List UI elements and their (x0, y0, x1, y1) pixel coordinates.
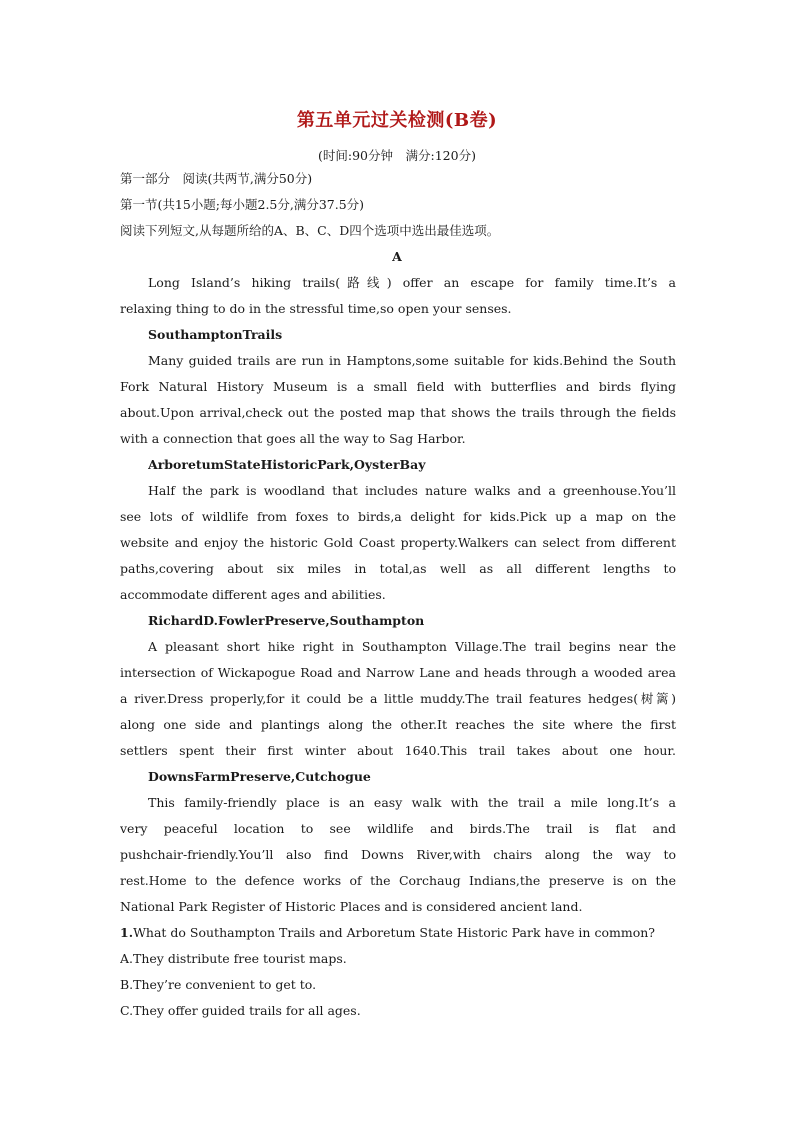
trail-line: with a connection that goes all the way to Sag Harbor. (120, 431, 466, 446)
trail-line: pushchair-friendly.You’ll also find Downs River,with chairs along the way to (120, 847, 676, 862)
trail-line: along one side and plantings along the other.It reaches the site where the first (120, 717, 676, 732)
trail-line: Half the park is woodland that includes nature walks and a greenhouse.You’ll (148, 483, 676, 498)
section-heading: 第一节(共15小题;每小题2.5分,满分37.5分) (120, 197, 365, 212)
trail-heading: RichardD.FowlerPreserve,Southampton (148, 613, 425, 628)
passage-label: A (392, 249, 402, 264)
trail-line: very peaceful location to see wildlife and birds.The trail is flat and (120, 821, 676, 836)
trail-line: A pleasant short hike right in Southampton Village.The trail begins near the (148, 639, 676, 654)
exam-title: 第五单元过关检测(B卷) (296, 110, 498, 131)
trail-line: about.Upon arrival,check out the posted map that shows the trails through the fields (120, 405, 676, 420)
instruction-text: 阅读下列短文,从每题所给的A、B、C、D四个选项中选出最佳选项。 (120, 223, 500, 238)
trail-heading: SouthamptonTrails (148, 327, 283, 342)
trail-line: National Park Register of Historic Places and is considered ancient land. (120, 899, 583, 914)
trail-heading: ArboretumStateHistoricPark,OysterBay (148, 457, 426, 472)
trail-line: website and enjoy the historic Gold Coast property.Walkers can select from different (120, 535, 676, 550)
trail-line: settlers spent their first winter about 1640.This trail takes about one hour. (120, 743, 676, 758)
trail-line: see lots of wildlife from foxes to birds,a delight for kids.Pick up a map on the (120, 509, 676, 524)
trail-line: intersection of Wickapogue Road and Narrow Lane and heads through a wooded area (120, 665, 676, 680)
part-heading: 第一部分 阅读(共两节,满分50分) (120, 171, 313, 186)
trail-line: accommodate different ages and abilities. (120, 587, 386, 602)
question-stem (120, 920, 676, 946)
trail-line: This family-friendly place is an easy walk with the trail a mile long.It’s a (148, 795, 676, 810)
intro-line: Long Island’s hiking trails(路线) offer an escape for family time.It’s a (148, 275, 676, 290)
option-a: A.They distribute free tourist maps. (120, 951, 347, 966)
trail-line: Fork Natural History Museum is a small field with butterflies and birds flying (120, 379, 676, 394)
trail-line: rest.Home to the defence works of the Corchaug Indians,the preserve is on the (120, 873, 676, 888)
option-b: B.They’re convenient to get to. (120, 977, 317, 992)
question-text: What do Southampton Trails and Arboretum State Historic Park have in common? (133, 925, 655, 940)
exam-subtitle: (时间:90分钟 满分:120分) (318, 148, 476, 163)
trail-line: a river.Dress properly,for it could be a little muddy.The trail features hedges(树篱) (120, 691, 676, 706)
trail-line: paths,covering about six miles in total,as well as all different lengths to (120, 561, 676, 576)
trail-line: Many guided trails are run in Hamptons,some suitable for kids.Behind the South (148, 353, 676, 368)
option-c: C.They offer guided trails for all ages. (120, 1003, 361, 1018)
intro-line: relaxing thing to do in the stressful time,so open your senses. (120, 301, 512, 316)
question-number: 1. (120, 925, 134, 940)
trail-heading: DownsFarmPreserve,Cutchogue (148, 769, 371, 784)
